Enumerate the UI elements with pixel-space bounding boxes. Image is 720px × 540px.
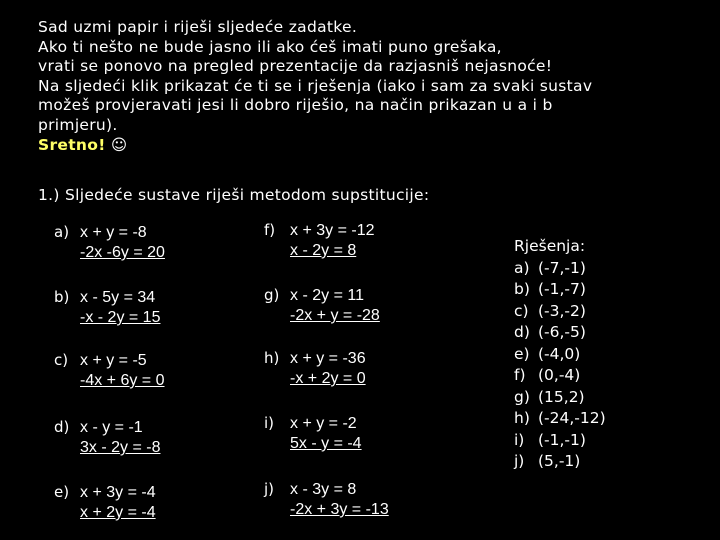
task-title: 1.) Sljedeće sustave riješi metodom supstitucije: bbox=[38, 186, 430, 204]
equation-1: x - 3y = 8 bbox=[290, 481, 357, 498]
system-i bbox=[264, 413, 362, 454]
system-b bbox=[54, 287, 160, 328]
system-j bbox=[264, 479, 389, 520]
solution-item bbox=[514, 322, 606, 344]
system-label: c) bbox=[54, 351, 69, 369]
equation-1: x + y = -8 bbox=[80, 224, 147, 241]
solution-value: (-7,-1) bbox=[538, 258, 586, 277]
solutions-panel bbox=[514, 236, 606, 473]
equation-2: -x + 2y = 0 bbox=[290, 370, 366, 387]
closing-line bbox=[38, 136, 698, 156]
equation-1: x - 2y = 11 bbox=[290, 287, 364, 304]
intro-line: vrati se ponovo na pregled prezentacije da razjasniš nejasnoće! bbox=[38, 57, 553, 76]
solution-label: c) bbox=[514, 301, 529, 320]
solution-item bbox=[514, 344, 606, 366]
solution-item bbox=[514, 430, 606, 452]
solution-label: i) bbox=[514, 430, 525, 449]
intro-line: Ako ti nešto ne bude jasno ili ako ćeš imati puno grešaka, bbox=[38, 37, 502, 56]
equation-1: x + y = -36 bbox=[290, 350, 366, 367]
equation-1: x + y = -2 bbox=[290, 415, 357, 432]
solution-value: (-3,-2) bbox=[538, 301, 586, 320]
intro-text bbox=[38, 18, 698, 155]
equation-2: 3x - 2y = -8 bbox=[80, 439, 161, 456]
solution-value: (-1,-7) bbox=[538, 280, 586, 298]
solution-value: (-6,-5) bbox=[538, 323, 586, 341]
solution-value: (0,-4) bbox=[538, 366, 581, 384]
equation-2: -4x + 6y = 0 bbox=[80, 372, 165, 389]
system-g bbox=[264, 285, 380, 326]
equation-2: 5x - y = -4 bbox=[290, 435, 362, 452]
intro-line: primjeru). bbox=[38, 115, 118, 134]
system-label: j) bbox=[264, 480, 275, 498]
solution-label: g) bbox=[514, 387, 530, 406]
solution-value: (-4,0) bbox=[538, 344, 581, 363]
system-label: h) bbox=[264, 349, 280, 367]
solution-item bbox=[514, 451, 606, 473]
equation-1: x - y = -1 bbox=[80, 419, 143, 436]
solution-label: j) bbox=[514, 452, 525, 470]
intro-line: možeš provjeravati jesi li dobro riješio, na način prikazan u a i b bbox=[38, 96, 553, 115]
equation-1: x + 3y = -4 bbox=[80, 484, 156, 501]
system-label: i) bbox=[264, 414, 275, 432]
solutions-title: Rješenja: bbox=[514, 237, 586, 255]
solution-value: (5,-1) bbox=[538, 452, 581, 470]
equation-2: -2x + y = -28 bbox=[290, 307, 380, 324]
system-e bbox=[54, 482, 156, 523]
solution-label: b) bbox=[514, 280, 530, 298]
solution-item bbox=[514, 279, 606, 301]
equation-2: -x - 2y = 15 bbox=[80, 309, 161, 326]
solution-item bbox=[514, 258, 606, 280]
system-a bbox=[54, 222, 165, 263]
equation-2: -2x -6y = 20 bbox=[80, 244, 165, 261]
equation-1: x + 3y = -12 bbox=[290, 222, 375, 239]
solution-value: (-1,-1) bbox=[538, 430, 586, 449]
system-label: f) bbox=[264, 221, 276, 239]
solution-label: e) bbox=[514, 344, 530, 363]
solution-value: (15,2) bbox=[538, 387, 585, 406]
solution-item bbox=[514, 408, 606, 430]
solution-value: (-24,-12) bbox=[538, 409, 606, 427]
smiley-icon: ☺ bbox=[110, 135, 128, 154]
system-f bbox=[264, 220, 375, 261]
intro-line: Na sljedeći klik prikazat će ti se i rješenja (iako i sam za svaki sustav bbox=[38, 76, 593, 95]
system-h bbox=[264, 348, 366, 389]
equation-1: x + y = -5 bbox=[80, 352, 147, 369]
solution-item bbox=[514, 387, 606, 409]
equation-2: x - 2y = 8 bbox=[290, 242, 357, 259]
system-c bbox=[54, 350, 165, 391]
system-label: e) bbox=[54, 483, 70, 501]
system-label: d) bbox=[54, 418, 70, 436]
solution-item bbox=[514, 365, 606, 387]
solution-label: h) bbox=[514, 409, 530, 427]
system-label: b) bbox=[54, 288, 70, 306]
solution-label: d) bbox=[514, 323, 530, 341]
system-label: a) bbox=[54, 223, 70, 241]
intro-line: Sad uzmi papir i riješi sljedeće zadatke. bbox=[38, 18, 358, 36]
solution-label: f) bbox=[514, 366, 526, 384]
system-label: g) bbox=[264, 286, 280, 304]
closing-text: Sretno! bbox=[38, 135, 106, 154]
equation-2: -2x + 3y = -13 bbox=[290, 501, 389, 518]
equation-2: x + 2y = -4 bbox=[80, 504, 156, 521]
solution-item bbox=[514, 301, 606, 323]
equation-1: x - 5y = 34 bbox=[80, 289, 156, 306]
solution-label: a) bbox=[514, 258, 530, 277]
system-d bbox=[54, 417, 160, 458]
